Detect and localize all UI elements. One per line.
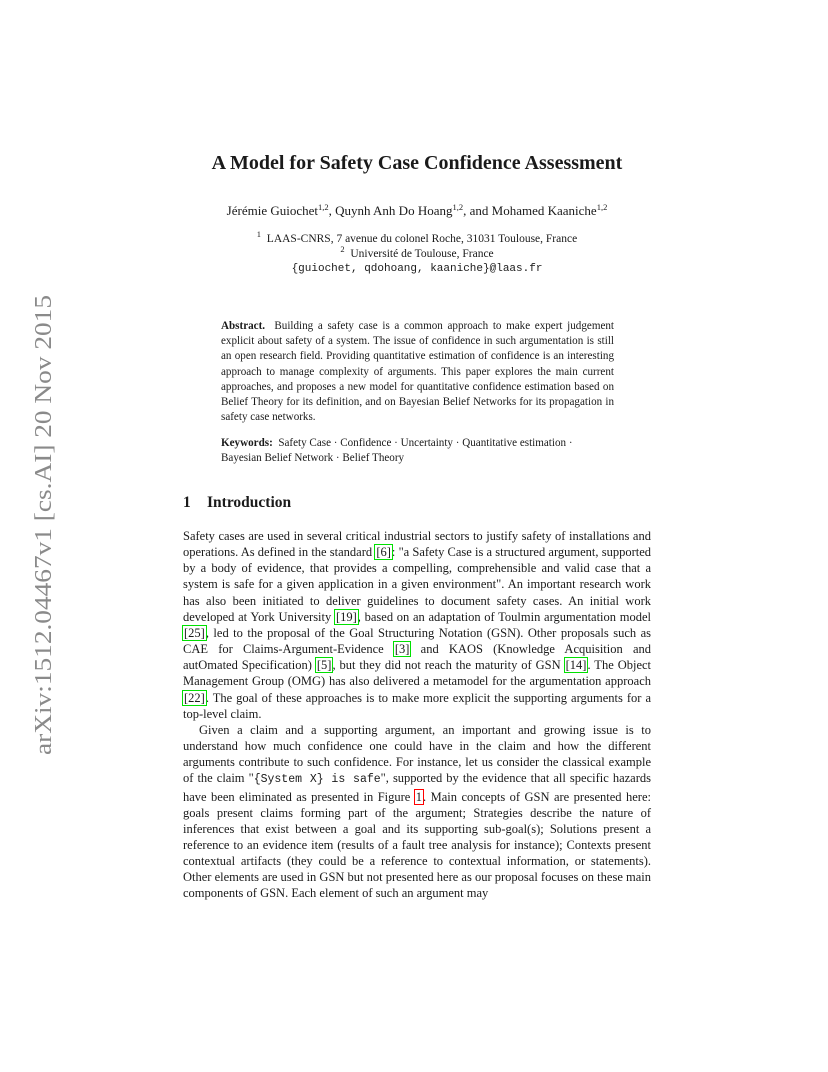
paragraph xyxy=(183,528,651,722)
author-name: Mohamed Kaaniche xyxy=(491,203,597,218)
text-run: . Main concepts of GSN are presented here: goals present claims forming part of the argument; Strategies describe the nature of inferences that exist between a goal and its supporting sub-goal(s); Solutions present a reference to an evidence item (results of a fault tree analysis for instance); Contexts present contextual artifacts (they could be a reference to contextual information, or statements). Other elements are used in GSN but not presented here as our proposal focuses on these main components of GSN. Each element of such an argument may xyxy=(183,789,651,901)
author-emails: {guiochet, qdohoang, kaaniche}@laas.fr xyxy=(291,263,543,275)
affiliation-text: LAAS-CNRS, 7 avenue du colonel Roche, 31031 Toulouse, France xyxy=(266,233,578,245)
inline-code: {System X} is safe xyxy=(253,773,381,787)
text-run: , led to the proposal of the Goal Structuring Notation (GSN). Other proposals such as CAE for Claims-Argument-Evidence xyxy=(183,625,651,657)
text-run: . The goal of these approaches is to make more explicit the supporting arguments for a top-level claim. xyxy=(183,690,651,721)
arxiv-identifier-stamp xyxy=(22,290,62,760)
author-affiliation-mark: 1,2 xyxy=(452,202,464,212)
text-run: and KAOS (Knowledge Acquisition and autOmated Specification) xyxy=(183,642,651,673)
keywords xyxy=(221,436,614,466)
author-affiliation-mark: 1,2 xyxy=(318,202,329,212)
section-number: 1 xyxy=(183,494,191,511)
author-name: Quynh Anh Do Hoang xyxy=(335,203,453,218)
author-list xyxy=(120,203,714,219)
citation-link[interactable]: [6] xyxy=(376,545,391,560)
abstract xyxy=(221,319,614,425)
citation-link[interactable]: [5] xyxy=(316,658,332,673)
section-heading xyxy=(183,494,291,512)
text-run: ", supported by the evidence that all specific hazards have been eliminated as presented in Figure xyxy=(183,771,651,804)
text-run: Given a claim and a supporting argument, an important and growing issue is to understand how much confidence one could have in the claim and how the different arguments contribute to such confidence. For instance, let us consider the classical example of the claim " xyxy=(183,722,651,786)
text-run: : "a Safety Case is a structured argument, supported by a body of evidence, that provides a compelling, comprehensible and valid case that a system is safe for a given application in a given environment". An important research work has also been initiated to deliver guidelines to document safety cases. An initial work developed at York University xyxy=(183,545,652,624)
abstract-text: Building a safety case is a common approach to make expert judgement explicit about safety of a system. The issue of confidence in such argumentation is still an open research field. Providing quantitative estimation of confidence is an interesting approach to manage complexity of arguments. This paper explores the main current approaches, and proposes a new model for quantitative confidence estimation based on Belief Theory for its definition, and on Bayesian Belief Networks for its propagation in safety case networks. xyxy=(221,320,615,424)
citation-link[interactable]: [25] xyxy=(184,625,205,640)
affiliation-text: Université de Toulouse, France xyxy=(350,248,494,260)
paper-title: A Model for Safety Case Confidence Assessment xyxy=(211,152,623,174)
author-separator: , and xyxy=(463,203,492,218)
introduction-body xyxy=(183,528,651,902)
keywords-text: Safety Case · Confidence · Uncertainty · Quantitative estimation · Bayesian Belief Network · Belief Theory xyxy=(221,437,573,465)
citation-link[interactable]: [14] xyxy=(565,658,587,673)
text-run: , but they did not reach the maturity of GSN xyxy=(332,658,565,673)
citation-link[interactable]: [3] xyxy=(394,642,410,657)
affiliation-2 xyxy=(120,244,714,260)
affiliation-mark: 1 xyxy=(256,229,262,239)
text-run: . The Object Management Group (OMG) has also delivered a metamodel for the argumentation approach xyxy=(183,658,652,689)
abstract-label: Abstract. xyxy=(221,320,266,332)
paragraph xyxy=(183,722,651,902)
affiliation-mark: 2 xyxy=(340,244,345,254)
citation-link[interactable]: [19] xyxy=(335,609,357,624)
affiliation-1 xyxy=(120,229,714,245)
author-name: Jérémie Guiochet xyxy=(226,203,318,218)
keywords-label: Keywords: xyxy=(221,437,273,449)
text-run: , based on an adaptation of Toulmin argumentation model xyxy=(357,609,651,624)
arxiv-stamp-text: arXiv:1512.04467v1 [cs.AI] 20 Nov 2015 xyxy=(31,351,57,755)
citation-link[interactable]: [22] xyxy=(184,690,205,705)
author-affiliation-mark: 1,2 xyxy=(596,202,608,212)
section-title: Introduction xyxy=(207,494,292,511)
text-run: Safety cases are used in several critical industrial sectors to justify safety of installations and operations. As defined in the standard xyxy=(183,529,651,560)
figure-reference-link[interactable]: 1 xyxy=(415,789,423,804)
author-separator: , xyxy=(328,203,336,218)
